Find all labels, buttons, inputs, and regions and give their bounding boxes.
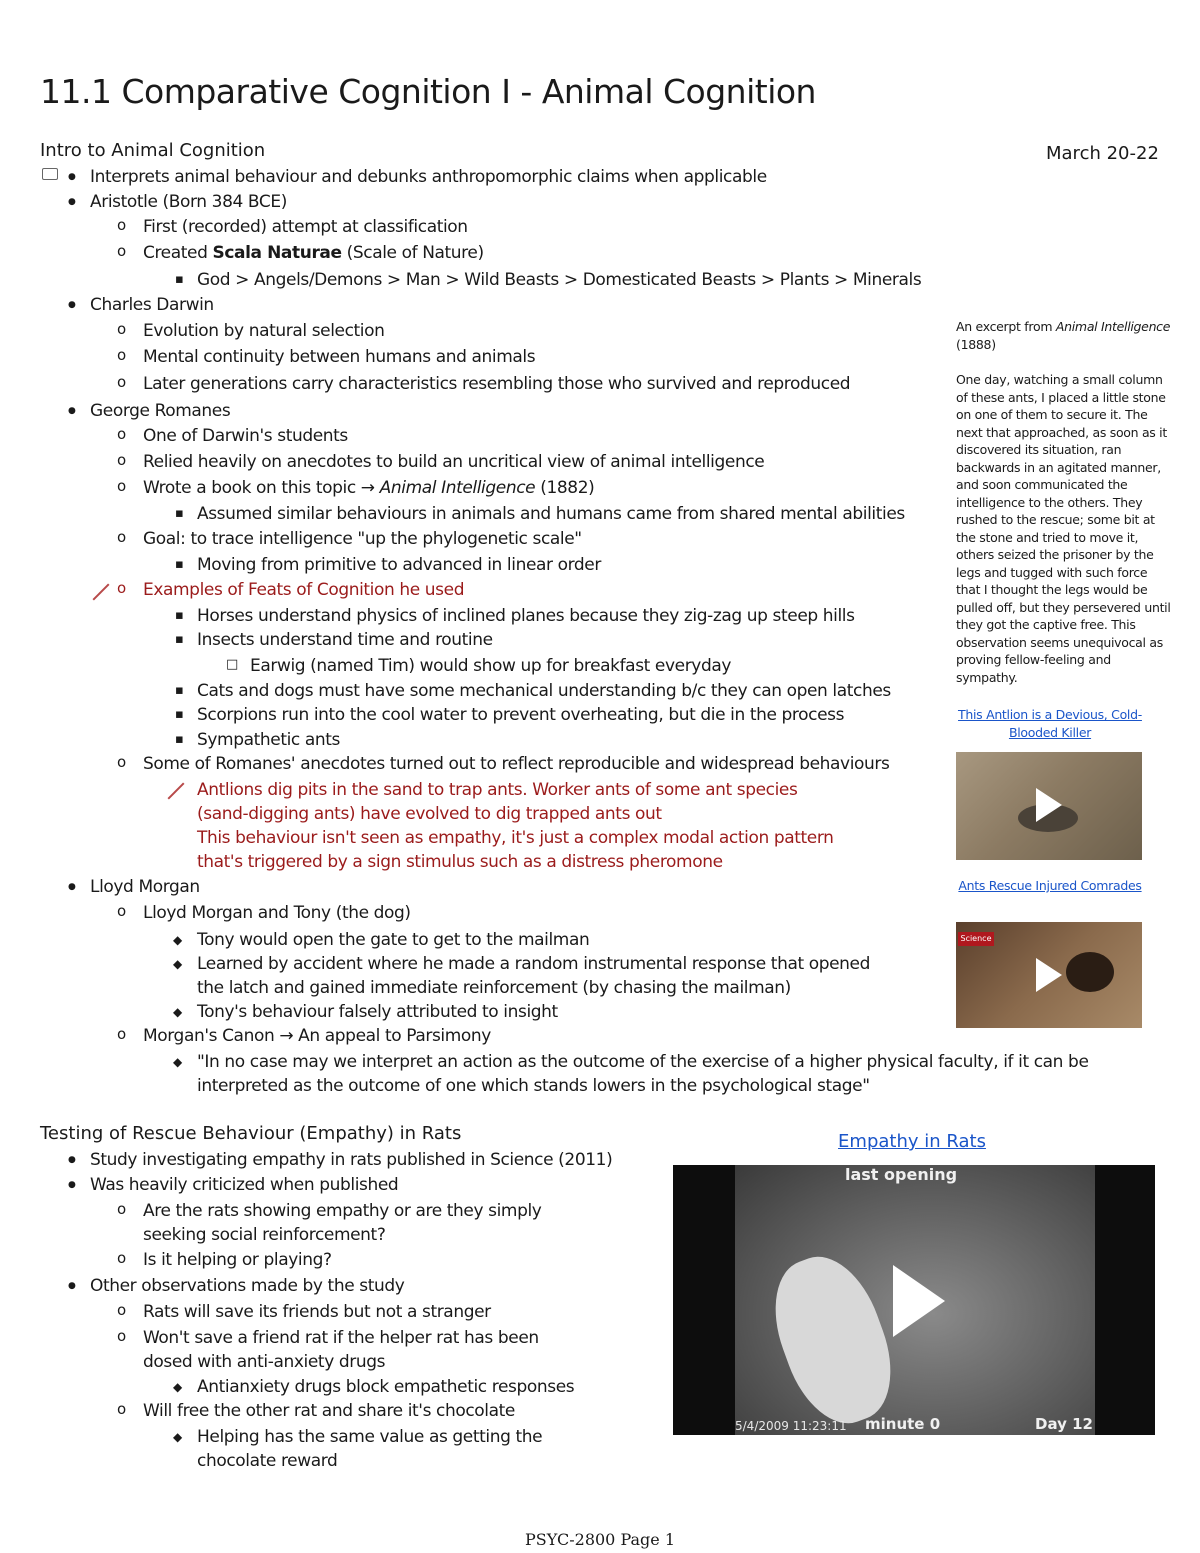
text-span: Wrote a book on this topic → [143,478,375,498]
list-item: ▪ Insects understand time and routine [197,629,493,651]
video-overlay-top: last opening [845,1165,958,1184]
list-item-continuation: interpreted as the outcome of one which stands lowers in the psychological stage" [197,1076,870,1096]
red-note: Antlions dig pits in the sand to trap ants. Worker ants of some ant species [197,780,798,800]
video-timestamp: 5/4/2009 11:23:11 [735,1419,847,1433]
list-item-continuation: chocolate reward [197,1451,338,1471]
list-item: ◆ Tony would open the gate to get to the mailman [197,929,589,951]
video-thumbnail-ants[interactable] [956,922,1142,1028]
text-span: (1882) [540,478,595,498]
video-day: Day 12 [1035,1415,1093,1433]
list-item: o One of Darwin's students [143,425,348,447]
list-item: ● Study investigating empathy in rats published in Science (2011) [90,1149,612,1171]
list-item: ◆ Tony's behaviour falsely attributed to insight [197,1001,558,1023]
list-item: o Lloyd Morgan and Tony (the dog) [143,902,411,924]
list-item-continuation: dosed with anti-anxiety drugs [143,1352,386,1372]
section-heading-intro: Intro to Animal Cognition [40,140,266,161]
pencil-icon [93,584,110,601]
list-item: ▪ Cats and dogs must have some mechanical understanding b/c they can open latches [197,680,891,702]
book-title: Animal Intelligence [379,478,536,498]
list-item: ● Aristotle (Born 384 BCE) [90,191,287,213]
video-thumbnail-antlion[interactable] [956,752,1142,860]
list-item-continuation: the latch and gained immediate reinforcement (by chasing the mailman) [197,978,791,998]
page-title: 11.1 Comparative Cognition I - Animal Cognition [40,72,816,111]
play-icon [1036,958,1062,992]
list-item: ◆ Antianxiety drugs block empathetic responses [197,1376,574,1398]
red-note: that's triggered by a sign stimulus such as a distress pheromone [197,852,723,872]
list-item: ▪ Horses understand physics of inclined planes because they zig-zag up steep hills [197,605,855,627]
text-span: (Scale of Nature) [346,243,484,263]
note-flag-icon [42,168,58,180]
list-item: o Will free the other rat and share it's chocolate [143,1400,515,1422]
list-item: ● Lloyd Morgan [90,876,200,898]
list-item: o Morgan's Canon → An appeal to Parsimony [143,1025,491,1047]
list-item: o Evolution by natural selection [143,320,385,342]
list-item: □ Earwig (named Tim) would show up for breakfast everyday [250,655,731,677]
ant-shape [1066,952,1114,992]
list-item: o Relied heavily on anecdotes to build an uncritical view of animal intelligence [143,451,764,473]
list-item: ● Was heavily criticized when published [90,1174,398,1196]
video-thumbnail-rats[interactable] [673,1165,1155,1435]
red-note: (sand-digging ants) have evolved to dig trapped ants out [197,804,662,824]
list-item: o Some of Romanes' anecdotes turned out to reflect reproducible and widespread behaviours [143,753,889,775]
list-item: ● Other observations made by the study [90,1275,404,1297]
list-item [143,242,484,264]
list-item: o Goal: to trace intelligence "up the phylogenetic scale" [143,528,582,550]
list-item [143,477,594,499]
list-item: ▪ Assumed similar behaviours in animals and humans came from shared mental abilities [197,503,905,525]
bold-term: Scala Naturae [212,243,342,263]
list-item: o Is it helping or playing? [143,1249,332,1271]
pencil-icon [168,783,185,800]
date-label: March 20-22 [1046,143,1159,164]
list-item: ● Charles Darwin [90,294,214,316]
list-item: ◆ "In no case may we interpret an action as the outcome of the exercise of a higher physical faculty, if it can be [197,1051,1089,1073]
video-link-ants[interactable]: Ants Rescue Injured Comrades [958,878,1142,893]
play-icon [893,1265,945,1337]
book-title: Animal Intelligence [1055,319,1171,334]
excerpt-text: One day, watching a small column of these ants, I placed a little stone on one of them to secure it. The next that approached, as soon as it discovered its situation, ran backwards in an agitated manner, and soon communicated the intelligence to the others. They rushed to the rescue; some bit at the stone and tried to move it, others seized the prisoner by the legs and tugged with such force that I thought the legs would be pulled off, but they persevered until they got the captive free. This observation seems unequivocal as proving fellow-feeling and sympathy. [956,372,1171,685]
play-icon [1036,788,1062,822]
video-link-antlion[interactable]: This Antlion is a Devious, Cold-Blooded Killer [958,707,1142,740]
list-item: ● George Romanes [90,400,230,422]
video-minute: minute 0 [865,1415,941,1433]
list-item: ▪ Sympathetic ants [197,729,340,751]
page-footer: PSYC-2800 Page 1 [524,1530,676,1549]
text-span: An excerpt from [956,319,1053,334]
list-item: o Mental continuity between humans and animals [143,346,535,368]
text-span: Created [143,243,208,263]
list-item-continuation: seeking social reinforcement? [143,1225,386,1245]
list-item: o Rats will save its friends but not a stranger [143,1301,491,1323]
list-item: ▪ God > Angels/Demons > Man > Wild Beasts > Domesticated Beasts > Plants > Minerals [197,269,921,291]
list-item: ▪ Moving from primitive to advanced in linear order [197,554,601,576]
list-item: o Later generations carry characteristics resembling those who survived and reproduced [143,373,850,395]
list-item: ▪ Scorpions run into the cool water to prevent overheating, but die in the process [197,704,844,726]
video-link-rats[interactable]: Empathy in Rats [838,1131,986,1152]
excerpt-heading [956,318,1171,353]
science-badge: Science [958,932,994,946]
red-note: This behaviour isn't seen as empathy, it's just a complex modal action pattern [197,828,834,848]
list-item: o Examples of Feats of Cognition he used [143,579,464,601]
list-item: o Are the rats showing empathy or are they simply [143,1200,541,1222]
list-item: ◆ Learned by accident where he made a random instrumental response that opened [197,953,870,975]
list-item: o Won't save a friend rat if the helper rat has been [143,1327,539,1349]
list-item: ◆ Helping has the same value as getting the [197,1426,542,1448]
section-heading-rats: Testing of Rescue Behaviour (Empathy) in Rats [40,1123,462,1144]
text-span: (1888) [956,336,996,352]
list-item: ● Interprets animal behaviour and debunks anthropomorphic claims when applicable [90,166,767,188]
list-item: o First (recorded) attempt at classification [143,216,468,238]
